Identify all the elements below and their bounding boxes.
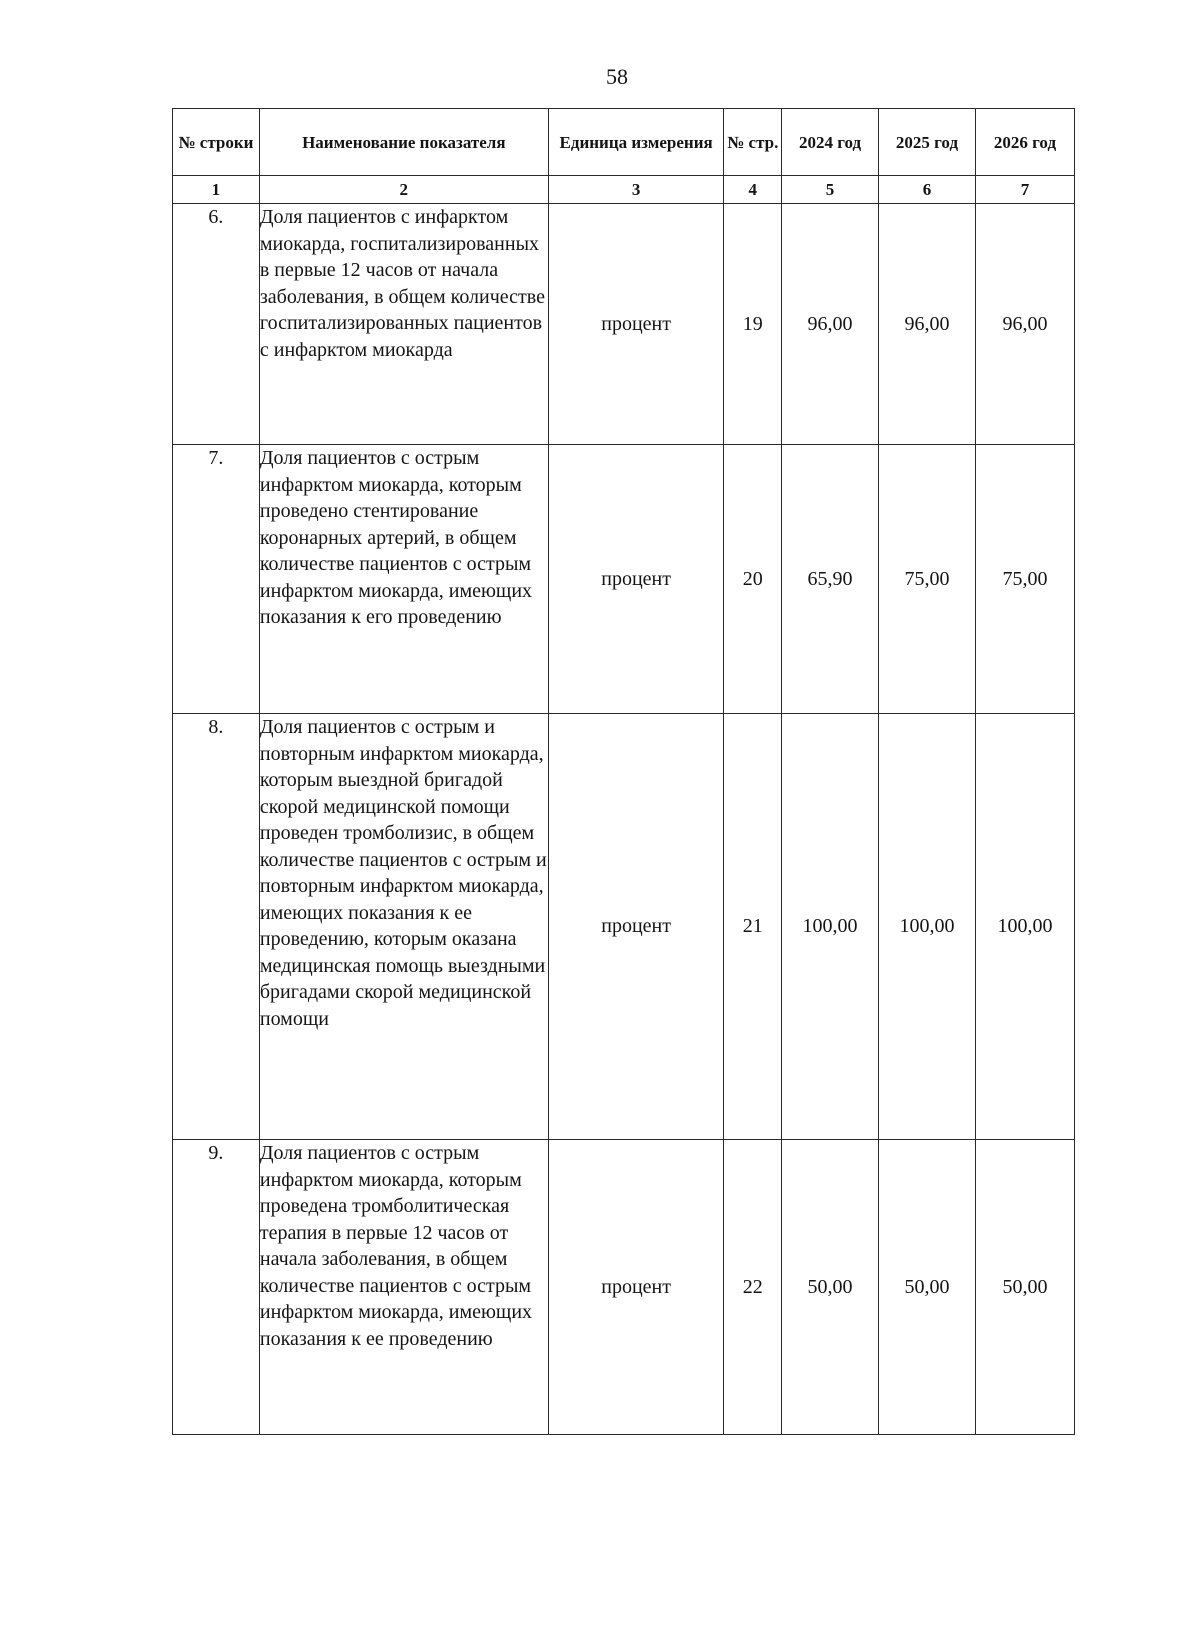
table-row	[173, 445, 1075, 714]
value-2024: 96,00	[782, 204, 879, 445]
row-number: 9.	[173, 1140, 260, 1435]
header-line-number: № стр.	[724, 109, 782, 176]
row-number: 8.	[173, 714, 260, 1140]
unit-cell: процент	[548, 445, 724, 714]
indicator-name: Доля пациентов с острым инфарктом миокарда, которым проведено стентирование коронарных артерий, в общем количестве пациентов с острым инфарктом миокарда, имеющих показания к его проведению	[259, 445, 548, 714]
unit-cell: процент	[548, 204, 724, 445]
unit-cell: процент	[548, 714, 724, 1140]
value-2025: 100,00	[879, 714, 976, 1140]
line-number-cell: 22	[724, 1140, 782, 1435]
value-2024: 65,90	[782, 445, 879, 714]
row-number: 6.	[173, 204, 260, 445]
column-number: 1	[173, 176, 260, 204]
header-row-number: № строки	[173, 109, 260, 176]
table-row	[173, 714, 1075, 1140]
column-number: 3	[548, 176, 724, 204]
value-2026: 50,00	[975, 1140, 1074, 1435]
line-number-cell: 19	[724, 204, 782, 445]
value-2025: 50,00	[879, 1140, 976, 1435]
header-year-2025: 2025 год	[879, 109, 976, 176]
value-2024: 100,00	[782, 714, 879, 1140]
column-number: 6	[879, 176, 976, 204]
unit-cell: процент	[548, 1140, 724, 1435]
column-number: 2	[259, 176, 548, 204]
column-number: 5	[782, 176, 879, 204]
header-year-2026: 2026 год	[975, 109, 1074, 176]
row-number: 7.	[173, 445, 260, 714]
column-number: 7	[975, 176, 1074, 204]
value-2024: 50,00	[782, 1140, 879, 1435]
indicator-name: Доля пациентов с инфарктом миокарда, госпитализированных в первые 12 часов от начала заболевания, в общем количестве госпитализированных пациентов с инфарктом миокарда	[259, 204, 548, 445]
value-2026: 75,00	[975, 445, 1074, 714]
table-row	[173, 204, 1075, 445]
value-2025: 75,00	[879, 445, 976, 714]
header-unit: Единица измерения	[548, 109, 724, 176]
column-number: 4	[724, 176, 782, 204]
indicator-name: Доля пациентов с острым инфарктом миокарда, которым проведена тромболитическая терапия в первые 12 часов от начала заболевания, в общем количестве пациентов с острым инфарктом миокарда, имеющих показания к ее проведению	[259, 1140, 548, 1435]
value-2026: 100,00	[975, 714, 1074, 1140]
header-row	[173, 109, 1075, 176]
column-numbers-row	[173, 176, 1075, 204]
value-2025: 96,00	[879, 204, 976, 445]
table-row	[173, 1140, 1075, 1435]
header-year-2024: 2024 год	[782, 109, 879, 176]
line-number-cell: 21	[724, 714, 782, 1140]
page-number: 58	[606, 64, 628, 89]
line-number-cell: 20	[724, 445, 782, 714]
table-header	[173, 109, 1075, 176]
indicators-table	[172, 108, 1075, 1435]
header-indicator-name: Наименование показателя	[259, 109, 548, 176]
indicator-name: Доля пациентов с острым и повторным инфарктом миокарда, которым выездной бригадой скорой медицинской помощи проведен тромболизис, в общем количестве пациентов с острым и повторным инфарктом миокарда, имеющих показания к ее проведению, которым оказана медицинская помощь выездными бригадами скорой медицинской помощи	[259, 714, 548, 1140]
value-2026: 96,00	[975, 204, 1074, 445]
